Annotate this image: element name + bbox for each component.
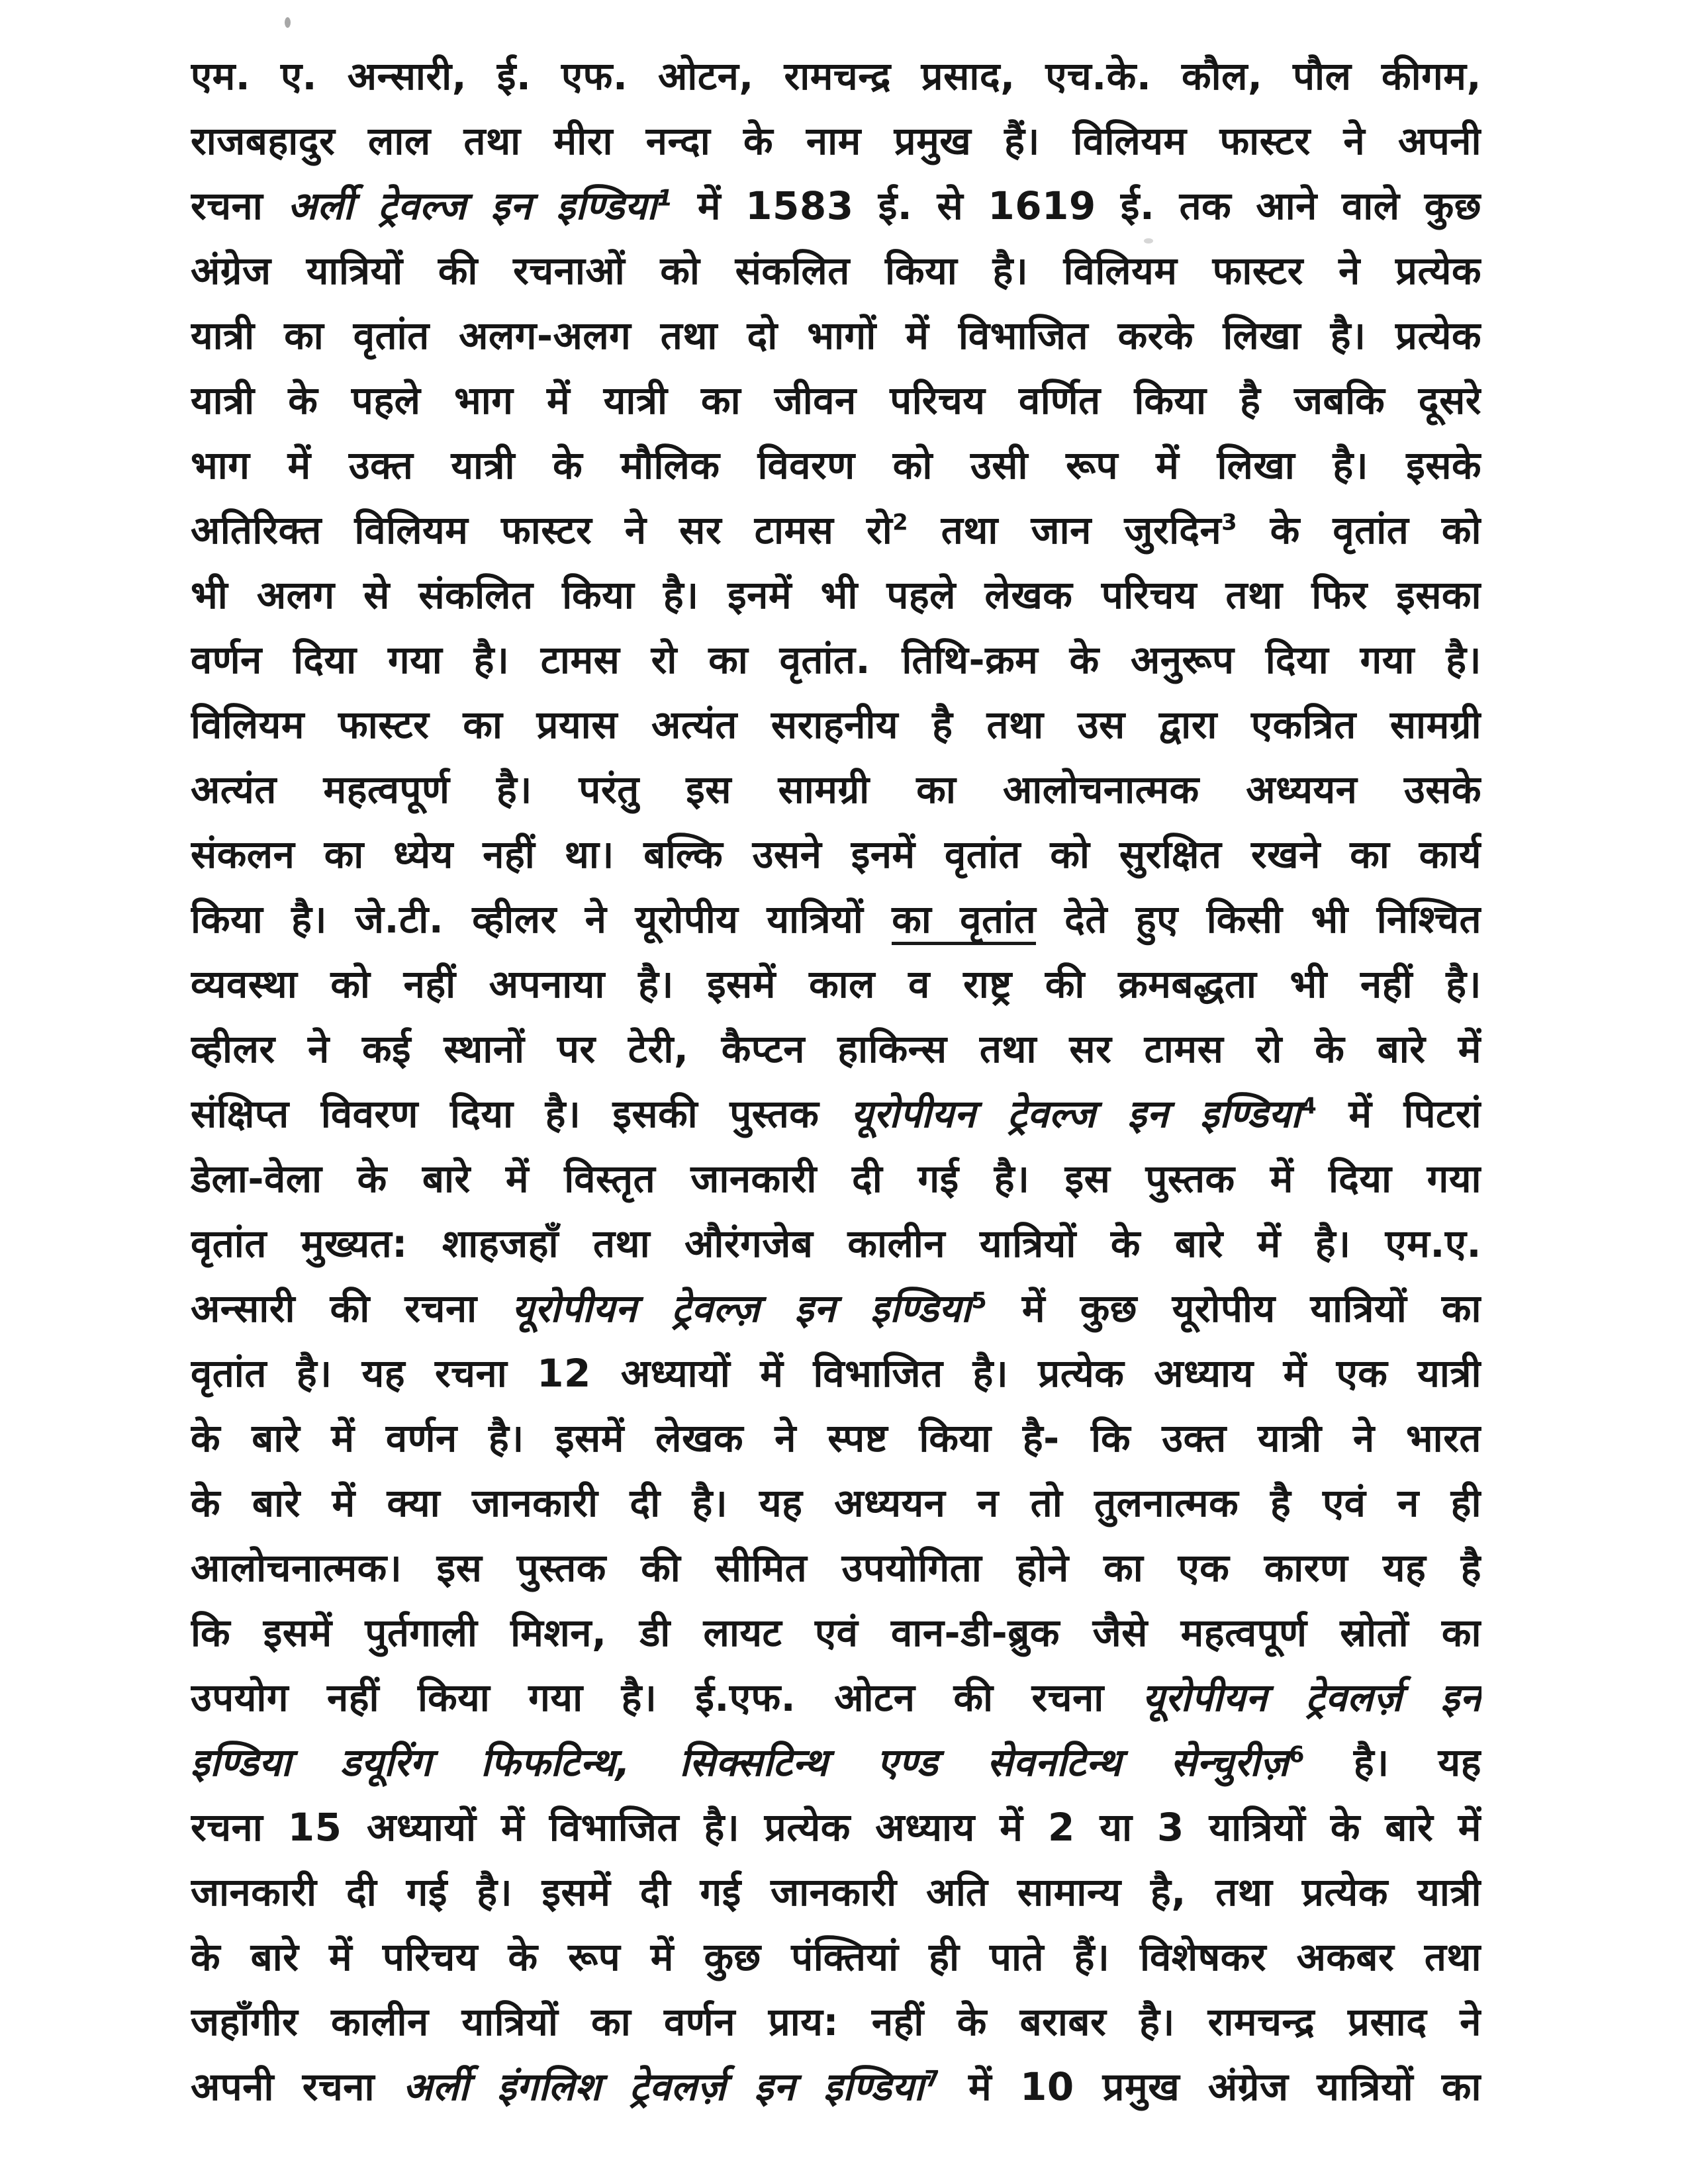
text-line [191, 627, 1481, 692]
page-text [191, 44, 1481, 2119]
text-line [191, 109, 1481, 173]
text-line [191, 1795, 1481, 1860]
text-line [191, 433, 1481, 498]
text-run: में 1583 ई. से 1619 ई. तक आने वाले कुछ [673, 183, 1481, 228]
text-line [191, 173, 1481, 238]
text-run: अतिरिक्त विलियम फास्टर ने सर टामस रो [191, 508, 893, 553]
text-line [191, 1341, 1481, 1406]
text-run: डेला-वेला के बारे में विस्तृत जानकारी दी गई है। इस पुस्तक में दिया गया [191, 1156, 1481, 1201]
text-run: जहाँगीर कालीन यात्रियों का वर्णन प्राय: नहीं के बराबर है। रामचन्द्र प्रसाद ने [191, 1999, 1481, 2044]
text-run: अन्सारी की रचना [191, 1286, 512, 1331]
text-line [191, 238, 1481, 303]
footnote-marker: 6 [1289, 1741, 1305, 1768]
text-run: अंग्रेज यात्रियों की रचनाओं को संकलित किया है। विलियम फास्टर ने प्रत्येक [191, 248, 1481, 293]
text-run: है। यह [1304, 1740, 1481, 1785]
text-line [191, 1600, 1481, 1665]
text-run: में कुछ यूरोपीय यात्रियों का [987, 1286, 1481, 1331]
text-line [191, 1925, 1481, 1989]
text-run: जानकारी दी गई है। इसमें दी गई जानकारी अति सामान्य है, तथा प्रत्येक यात्री [191, 1870, 1481, 1915]
text-line [191, 1535, 1481, 1600]
book-title: अर्ली इंगलिश ट्रेवलर्ज़ इन इण्डिया [402, 2064, 925, 2109]
footnote-marker: 3 [1221, 509, 1238, 535]
text-run: वर्णन दिया गया है। टामस रो का वृतांत. तिथि-क्रम के अनुरूप दिया गया है। [191, 637, 1481, 682]
text-line [191, 1730, 1481, 1795]
text-run: रचना 15 अध्यायों में विभाजित है। प्रत्येक अध्याय में 2 या 3 यात्रियों के बारे में [191, 1805, 1481, 1850]
footnote-marker: 2 [892, 509, 909, 535]
text-run: के वृतांत को [1237, 508, 1481, 553]
text-run: किया है। जे.टी. व्हीलर ने यूरोपीय यात्रियों [191, 897, 892, 942]
text-line [191, 887, 1481, 952]
text-run: रचना [191, 183, 288, 228]
text-run: एम. ए. अन्सारी, ई. एफ. ओटन, रामचन्द्र प्रसाद, एच.के. कौल, पौल कीगम, [191, 54, 1481, 99]
book-title: अर्ली ट्रेवल्ज इन इण्डिया [287, 183, 657, 228]
scan-underline-artifact: का वृतांत [892, 897, 1036, 945]
text-line [191, 1406, 1481, 1471]
text-run: वृतांत है। यह रचना 12 अध्यायों में विभाजित है। प्रत्येक अध्याय में एक यात्री [191, 1351, 1481, 1396]
text-run: देते हुए किसी भी निश्चित [1036, 897, 1481, 942]
text-run: आलोचनात्मक। इस पुस्तक की सीमित उपयोगिता होने का एक कारण यह है [191, 1545, 1481, 1590]
text-run: उपयोग नहीं किया गया है। ई.एफ. ओटन की रचना [191, 1675, 1143, 1720]
text-run: व्यवस्था को नहीं अपनाया है। इसमें काल व राष्ट्र की क्रमबद्धता भी नहीं है। [191, 962, 1481, 1007]
text-run: व्हीलर ने कई स्थानों पर टेरी, कैप्टन हाकिन्स तथा सर टामस रो के बारे में [191, 1026, 1481, 1071]
text-run: यात्री के पहले भाग में यात्री का जीवन परिचय वर्णित किया है जबकि दूसरे [191, 378, 1481, 423]
text-line [191, 1081, 1481, 1146]
text-line [191, 1146, 1481, 1211]
book-title: यूरोपीयन ट्रेवल्ज़ इन इण्डिया [512, 1286, 972, 1331]
footnote-marker: 5 [971, 1287, 988, 1314]
text-line [191, 692, 1481, 757]
footnote-marker: 4 [1301, 1093, 1317, 1119]
text-run: के बारे में वर्णन है। इसमें लेखक ने स्पष्ट किया है- कि उक्त यात्री ने भारत [191, 1416, 1481, 1461]
text-run: राजबहादुर लाल तथा मीरा नन्दा के नाम प्रमुख हैं। विलियम फास्टर ने अपनी [191, 118, 1481, 163]
text-line [191, 757, 1481, 822]
text-line [191, 1471, 1481, 1535]
text-line [191, 303, 1481, 368]
text-line [191, 44, 1481, 109]
book-title: यूरोपीयन ट्रेवलर्ज़ इन [1142, 1675, 1481, 1720]
text-run: के बारे में परिचय के रूप में कुछ पंक्तियां ही पाते हैं। विशेषकर अकबर तथा [191, 1934, 1481, 1979]
footnote-marker: 1 [657, 185, 673, 211]
footnote-marker: 7 [924, 2066, 941, 2092]
text-run: यात्री का वृतांत अलग-अलग तथा दो भागों में विभाजित करके लिखा है। प्रत्येक [191, 313, 1481, 358]
text-run: तथा जान जुरदिन [908, 508, 1222, 553]
text-line [191, 1989, 1481, 2054]
text-run: भी अलग से संकलित किया है। इनमें भी पहले लेखक परिचय तथा फिर इसका [191, 572, 1481, 617]
text-line [191, 1860, 1481, 1925]
text-run: वृतांत मुख्यत: शाहजहाँ तथा औरंगजेब कालीन यात्रियों के बारे में है। एम.ए. [191, 1221, 1481, 1266]
text-run: संक्षिप्त विवरण दिया है। इसकी पुस्तक [191, 1091, 851, 1136]
text-run: भाग में उक्त यात्री के मौलिक विवरण को उसी रूप में लिखा है। इसके [191, 443, 1481, 488]
text-line [191, 2054, 1481, 2119]
text-line [191, 563, 1481, 627]
text-line [191, 822, 1481, 887]
scan-speck [285, 17, 291, 28]
text-run: विलियम फास्टर का प्रयास अत्यंत सराहनीय है तथा उस द्वारा एकत्रित सामग्री [191, 702, 1481, 747]
book-title: इण्डिया डयूरिंग फिफटिन्थ, सिक्सटिन्थ एण्ड सेवनटिन्थ सेन्चुरीज़ [191, 1740, 1289, 1785]
text-run: कि इसमें पुर्तगाली मिशन, डी लायट एवं वान-डी-ब्रुक जैसे महत्वपूर्ण स्रोतों का [191, 1610, 1481, 1655]
text-run: अपनी रचना [191, 2064, 403, 2109]
text-line [191, 1211, 1481, 1276]
text-line [191, 368, 1481, 433]
text-line [191, 498, 1481, 563]
text-line [191, 1665, 1481, 1730]
text-line [191, 952, 1481, 1017]
text-line [191, 1017, 1481, 1081]
book-title: यूरोपीयन ट्रेवल्ज इन इण्डिया [851, 1091, 1301, 1136]
text-run: के बारे में क्या जानकारी दी है। यह अध्ययन न तो तुलनात्मक है एवं न ही [191, 1480, 1481, 1525]
text-run: में पिटरां [1317, 1091, 1481, 1136]
text-line [191, 1276, 1481, 1341]
text-run: संकलन का ध्येय नहीं था। बल्कि उसने इनमें वृतांत को सुरक्षित रखने का कार्य [191, 832, 1481, 877]
text-run: में 10 प्रमुख अंग्रेज यात्रियों का [940, 2064, 1481, 2109]
text-run: अत्यंत महत्वपूर्ण है। परंतु इस सामग्री का आलोचनात्मक अध्ययन उसके [191, 767, 1481, 812]
